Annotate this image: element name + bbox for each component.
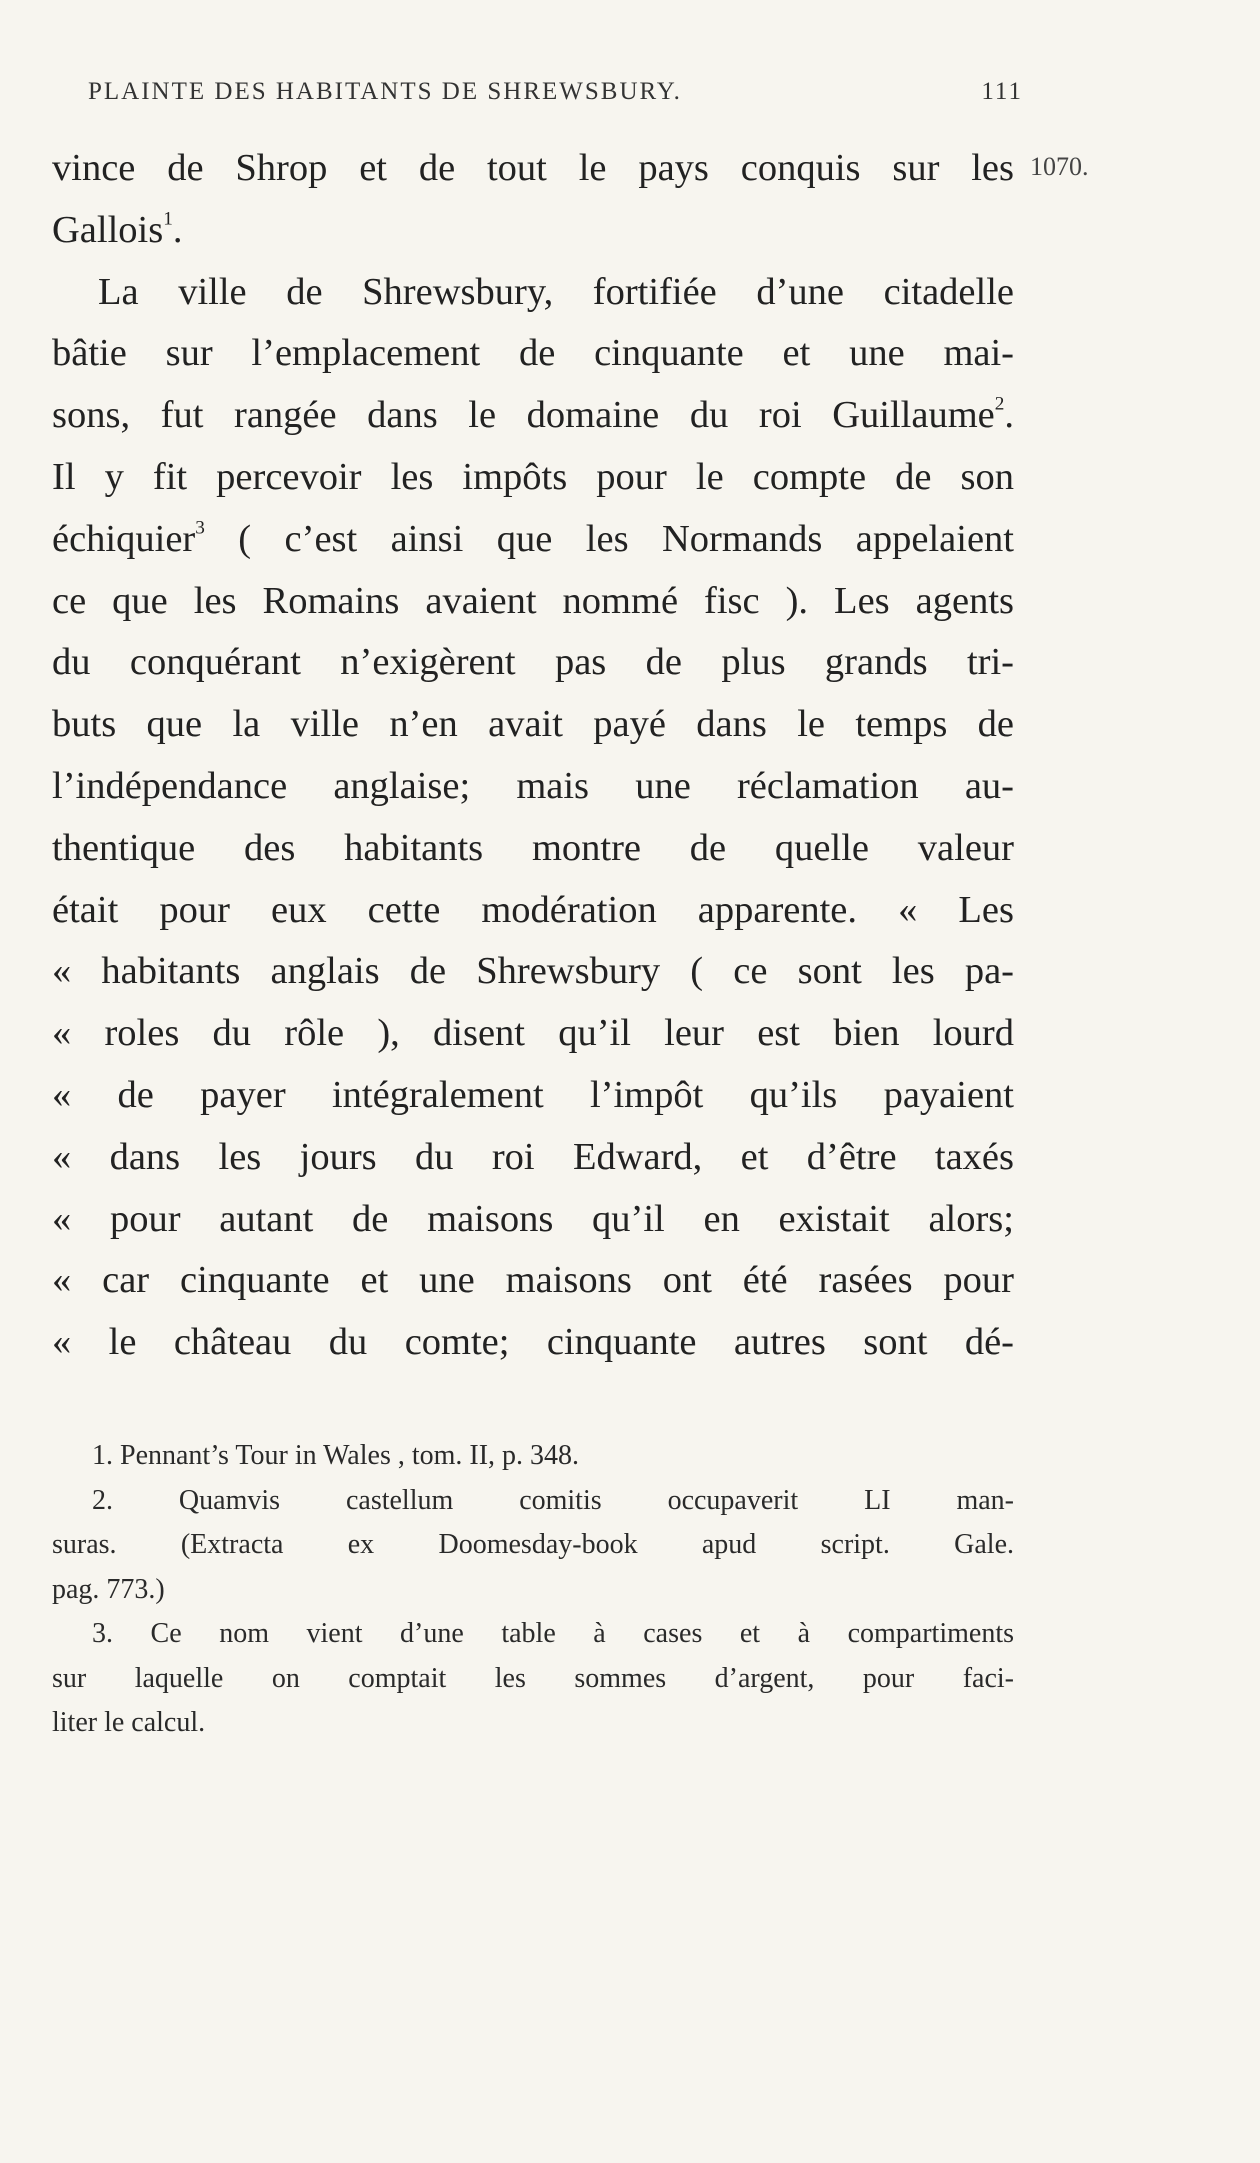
text-line: l’indépendance anglaise; mais une réclamation au- [52, 764, 1014, 807]
footnote-line: liter le calcul. [52, 1707, 206, 1738]
text-line: Gallois$^1$. [52, 208, 183, 251]
text-line: Il y fit percevoir les impôts pour le compte de son [52, 455, 1014, 498]
text-line: bâtie sur l’emplacement de cinquante et une mai- [52, 332, 1014, 375]
text-line: La ville de Shrewsbury, fortifiée d’une citadelle [98, 270, 1014, 313]
footnote-marker: 2 [994, 393, 1005, 415]
text-line: était pour eux cette modération apparente. « Les [52, 888, 1014, 931]
footnote-line: 3. Ce nom vient d’une table à cases et à compartiments [92, 1618, 1014, 1649]
footnote-line: 2. Quamvis castellum comitis occupaverit LI man- [92, 1484, 1014, 1516]
footnote-line: sur laquelle on comptait les sommes d’argent, pour faci- [52, 1662, 1014, 1694]
text-line: « habitants anglais de Shrewsbury ( ce sont les pa- [52, 950, 1014, 993]
footnotes [52, 1434, 1014, 1746]
running-title: PLAINTE DES HABITANTS DE SHREWSBURY. [88, 78, 682, 105]
text-line: échiquier$^3$ ( c’est ainsi que les Normands appelaient [52, 517, 1014, 560]
text-line: du conquérant n’exigèrent pas de plus grands tri- [52, 641, 1014, 684]
text-line: thentique des habitants montre de quelle valeur [52, 826, 1014, 869]
footnote-line: pag. 773.) [52, 1573, 165, 1605]
text-line: « car cinquante et une maisons ont été rasées pour [52, 1259, 1014, 1302]
footnote-marker: 3 [195, 517, 205, 539]
text-line: « roles du rôle ), disent qu’il leur est bien lourd [52, 1012, 1014, 1055]
text-line: sons, fut rangée dans le domaine du roi Guillaume$^2$. [52, 393, 1014, 437]
text-line: « pour autant de maisons qu’il en existait alors; [52, 1197, 1014, 1240]
margin-year-note: 1070. [1030, 152, 1089, 181]
running-header [88, 78, 1023, 106]
text-line: « dans les jours du roi Edward, et d’être taxés [52, 1135, 1014, 1178]
text-line: ce que les Romains avaient nommé fisc ). Les agents [52, 579, 1014, 622]
text-line: vince de Shrop et de tout le pays conquis sur les [52, 147, 1014, 189]
footnote-line: suras. (Extracta ex Doomesday-book apud script. Gale. [52, 1529, 1014, 1560]
text-line: « le château du comte; cinquante autres sont dé- [52, 1321, 1014, 1364]
text-line: « de payer intégralement l’impôt qu’ils payaient [52, 1073, 1014, 1116]
page-number: 111 [981, 78, 1023, 105]
main-text [52, 138, 1014, 1374]
footnote-line: 1. Pennant’s Tour in Wales , tom. II, p. 348. [92, 1440, 580, 1471]
footnote-marker: 1 [163, 208, 173, 230]
text-line: buts que la ville n’en avait payé dans le temps de [52, 703, 1014, 746]
